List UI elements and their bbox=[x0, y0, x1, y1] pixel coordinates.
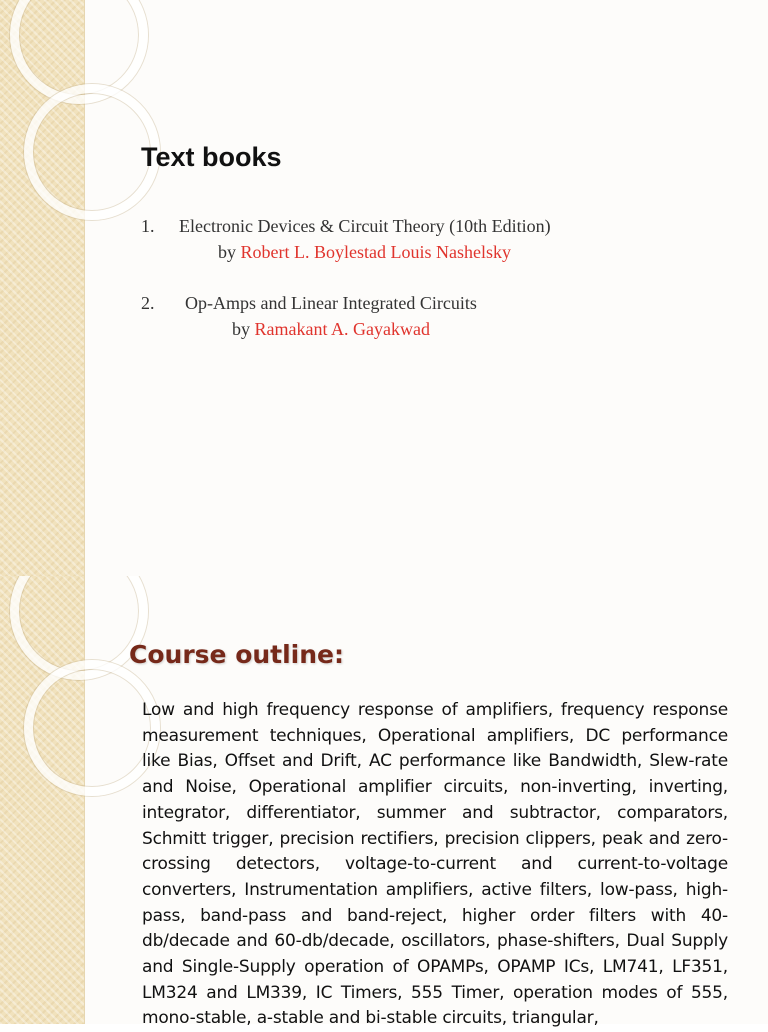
textbooks-heading: Text books bbox=[141, 142, 282, 172]
textbook-1-title-line bbox=[141, 216, 551, 237]
textbook-2-by: by bbox=[232, 319, 250, 339]
textbook-1-by: by bbox=[218, 242, 236, 262]
textbook-2-authors: Ramakant A. Gayakwad bbox=[254, 319, 430, 339]
decorative-ring bbox=[24, 660, 160, 796]
textbook-2-author-line bbox=[232, 319, 430, 340]
course-outline-body: Low and high frequency response of amplifiers, frequency response measurement techniques, Operational amplifiers, DC performance like Bias, Offset and Drift, AC performance like Bandwidth, Slew-rate and Noise, Operational amplifier circuits, non-inverting, inverting, integrator, differentiator, summer and subtractor, comparators, Schmitt trigger, precision rectifiers, precision clippers, peak and zero-crossing detectors, voltage-to-current and current-to-voltage converters, Instrumentation amplifiers, active filters, low-pass, high-pass, band-pass and band-reject, higher order filters with 40- db/decade and 60-db/decade, oscillators, phase-shifters, Dual Supply and Single-Supply operation of OPAMPs, OPAMP ICs, LM741, LF351, LM324 and LM339, IC Timers, 555 Timer, operation modes of 555, mono-stable, a-stable and bi-stable circuits, triangular, bbox=[142, 700, 728, 1029]
textbook-1-authors: Robert L. Boylestad Louis Nashelsky bbox=[240, 242, 511, 262]
textbook-2-number: 2. bbox=[141, 293, 155, 313]
textbook-2-title: Op-Amps and Linear Integrated Circuits bbox=[185, 293, 477, 313]
textbook-1-title: Electronic Devices & Circuit Theory (10th Edition) bbox=[179, 216, 551, 236]
textbook-1-number: 1. bbox=[141, 216, 155, 236]
textbook-1-author-line bbox=[218, 242, 511, 263]
course-outline-heading: Course outline: bbox=[129, 640, 345, 669]
decorative-ring bbox=[24, 84, 160, 220]
textbook-2-title-line bbox=[141, 293, 477, 314]
